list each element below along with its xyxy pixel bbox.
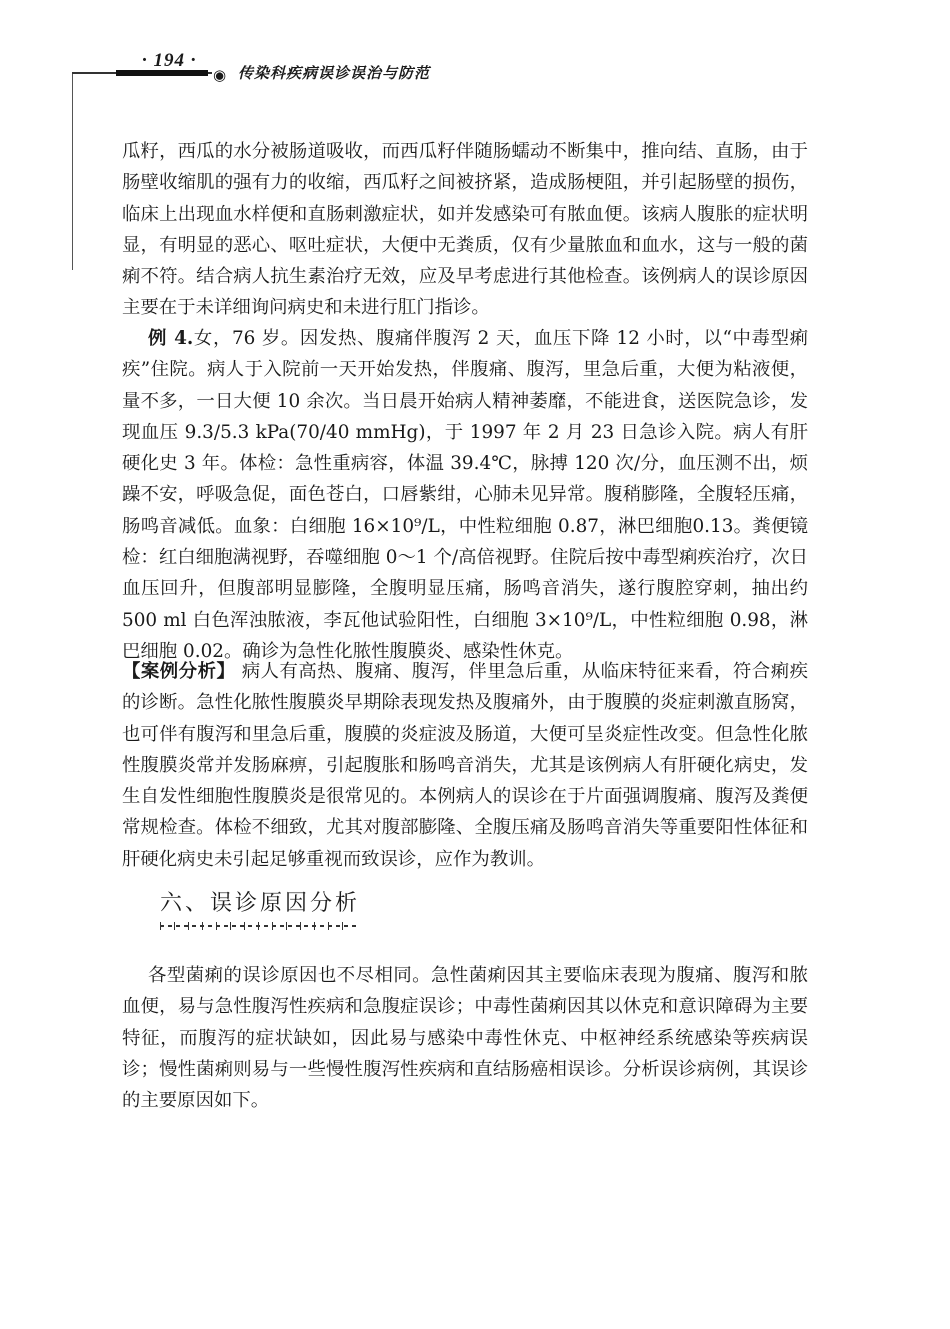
case-paragraph [122,323,808,667]
running-title: 传染科疾病误诊误治与防范 [238,64,431,82]
case-text: 女，76 岁。因发热、腹痛伴腹泻 2 天，血压下降 12 小时，以“中毒型痢疾”住院。病人于入院前一天开始发热，伴腹痛、腹泻，里急后重，大便为粘液便，量不多，一日大便 10 余次。当日晨开始病人精神萎靡，不能进食，送医院急诊，发现血压 9.3/5.3 kPa(70/40 mmHg)，于 1997 年 2 月 23 日急诊入院。病人有肝硬化史 3 年。体检：急性重病容，体温 39.4℃，脉搏 120 次/分，血压测不出，烦躁不安，呼吸急促，面色苍白，口唇紫绀，心肺未见异常。腹稍膨隆，全腹轻压痛，肠鸣音减低。血象：白细胞 16×10⁹/L，中性粒细胞 0.87，淋巴细胞0.13。粪便镜检：红白细胞满视野，吞噬细胞 0～1 个/高倍视野。住院后按中毒型痢疾治疗，次日血压回升，但腹部明显膨隆，全腹明显压痛，肠鸣音消失，遂行腹腔穿刺，抽出约 500 ml 白色浑浊脓液，李瓦他试验阳性，白细胞 3×10⁹/L，中性粒细胞 0.98，淋巴细胞 0.02。确诊为急性化脓性腹膜炎、感染性休克。 [122,328,809,662]
analysis-text: 病人有高热、腹痛、腹泻，伴里急后重，从临床特征来看，符合痢疾的诊断。急性化脓性腹膜炎早期除表现发热及腹痛外，由于腹膜的炎症刺激直肠窝，也可伴有腹泻和里急后重，腹膜的炎症波及肠道，大便可呈炎症性改变。但急性化脓性腹膜炎常并发肠麻痹，引起腹胀和肠鸣音消失，尤其是该例病人有肝硬化病史，发生自发性细胞性腹膜炎是很常见的。本例病人的误诊在于片面强调腹痛、腹泻及粪便常规检查。体检不细致，尤其对腹部膨隆、全腹压痛及肠鸣音消失等重要阳性体征和肝硬化病史未引起足够重视而致误诊，应作为教训。 [122,661,808,870]
case-label: 例 4. [148,328,194,349]
analysis-paragraph [122,656,808,875]
paragraph: 瓜籽，西瓜的水分被肠道吸收，而西瓜籽伴随肠蠕动不断集中，推向结、直肠，由于肠壁收缩肌的强有力的收缩，西瓜籽之间被挤紧，造成肠梗阻，并引起肠壁的损伤，临床上出现血水样便和直肠刺激症状，如并发感染可有脓血便。该病人腹胀的症状明显，有明显的恶心、呕吐症状，大便中无粪质，仅有少量脓血和血水，这与一般的菌痢不符。结合病人抗生素治疗无效，应及早考虑进行其他检查。该例病人的误诊原因主要在于未详细询问病史和未进行肛门指诊。 [122,141,808,319]
section-title: 六、误诊原因分析 [160,891,361,916]
bullet-icon: ◉ [213,66,227,84]
section-title-underline [160,925,356,927]
page-number: · 194 · [142,50,197,71]
paragraph: 各型菌痢的误诊原因也不尽相同。急性菌痢因其主要临床表现为腹痛、腹泻和脓血便，易与急性腹泻性疾病和急腹症误诊；中毒性菌痢因其以休克和意识障碍为主要特征，而腹泻的症状缺如，因此易与感染中毒性休克、中枢神经系统感染等疾病误诊；慢性菌痢则易与一些慢性腹泻性疾病和直结肠癌相误诊。分析误诊病例，其误诊的主要原因如下。 [122,965,808,1112]
analysis-label: 【案例分析】 [122,661,236,682]
margin-rule [72,72,73,270]
